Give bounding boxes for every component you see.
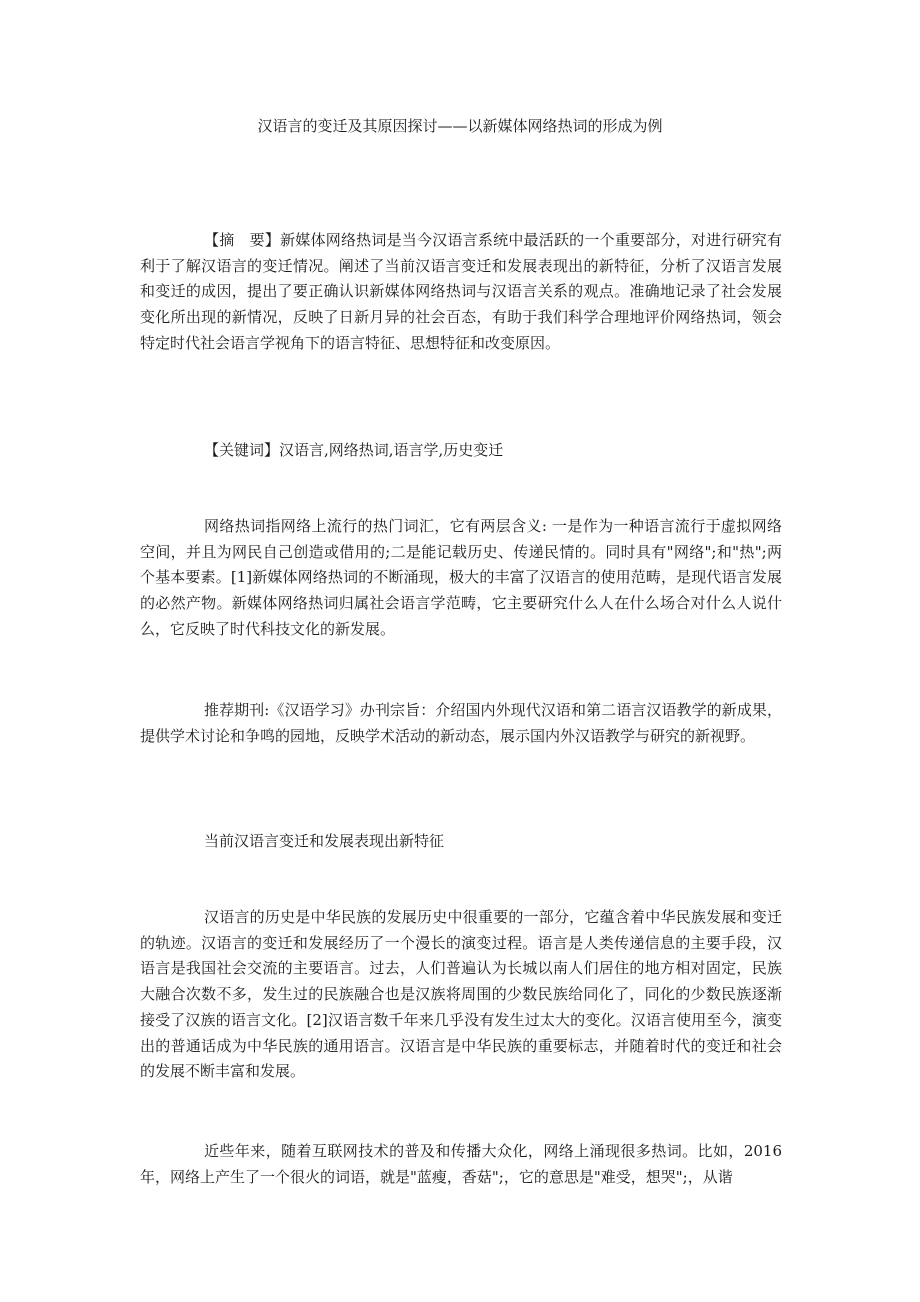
journal-recommendation-paragraph: 推荐期刊:《汉语学习》办刊宗旨：介绍国内外现代汉语和第二语言汉语教学的新成果，提供学术讨论和争鸣的园地，反映学术活动的新动态，展示国内外汉语教学与研究的新视野。 [140,701,782,745]
body-paragraph-2: 汉语言的历史是中华民族的发展历史中很重要的一部分，它蕴含着中华民族发展和变迁的轨迹。汉语言的变迁和发展经历了一个漫长的演变过程。语言是人类传递信息的主要手段，汉语言是我国社会交流的主要语言。过去，人们普遍认为长城以南人们居住的地方相对固定，民族大融合次数不多，发生过的民族融合也是汉族将周围的少数民族给同化了，同化的少数民族逐渐接受了汉族的语言文化。[2]汉语言数千年来几乎没有发生过太大的变化。汉语言使用至今，演变出的普通话成为中华民族的通用语言。汉语言是中华民族的重要标志，并随着时代的变迁和社会的发展不断丰富和发展。 [140,908,782,1081]
body-paragraph-3: 近些年来，随着互联网技术的普及和传播大众化，网络上涌现很多热词。比如，2016年，网络上产生了一个很火的词语，就是"蓝瘦，香菇";，它的意思是"难受，想哭";，从谐 [140,1142,782,1186]
abstract-paragraph: 【摘 要】新媒体网络热词是当今汉语言系统中最活跃的一个重要部分，对进行研究有利于了解汉语言的变迁情况。阐述了当前汉语言变迁和发展表现出的新特征，分析了汉语言发展和变迁的成因，提出了要正确认识新媒体网络热词与汉语言关系的观点。准确地记录了社会发展变化所出现的新情况，反映了日新月异的社会百态，有助于我们科学合理地评价网络热词，领会特定时代社会语言学视角下的语言特征、思想特征和改变原因。 [140,231,782,352]
document-title: 汉语言的变迁及其原因探讨——以新媒体网络热词的形成为例 [257,117,663,135]
keywords-line: 【关键词】汉语言,网络热词,语言学,历史变迁 [204,441,504,459]
section-heading: 当前汉语言变迁和发展表现出新特征 [204,832,445,850]
body-paragraph-1: 网络热词指网络上流行的热门词汇，它有两层含义: 一是作为一种语言流行于虚拟网络空间，并且为网民自己创造或借用的;二是能记载历史、传递民情的。同时具有"网络";和"热";两个基本要素。[1]新媒体网络热词的不断涌现，极大的丰富了汉语言的使用范畴，是现代语言发展的必然产物。新媒体网络热词归属社会语言学范畴，它主要研究什么人在什么场合对什么人说什么，它反映了时代科技文化的新发展。 [140,517,782,638]
